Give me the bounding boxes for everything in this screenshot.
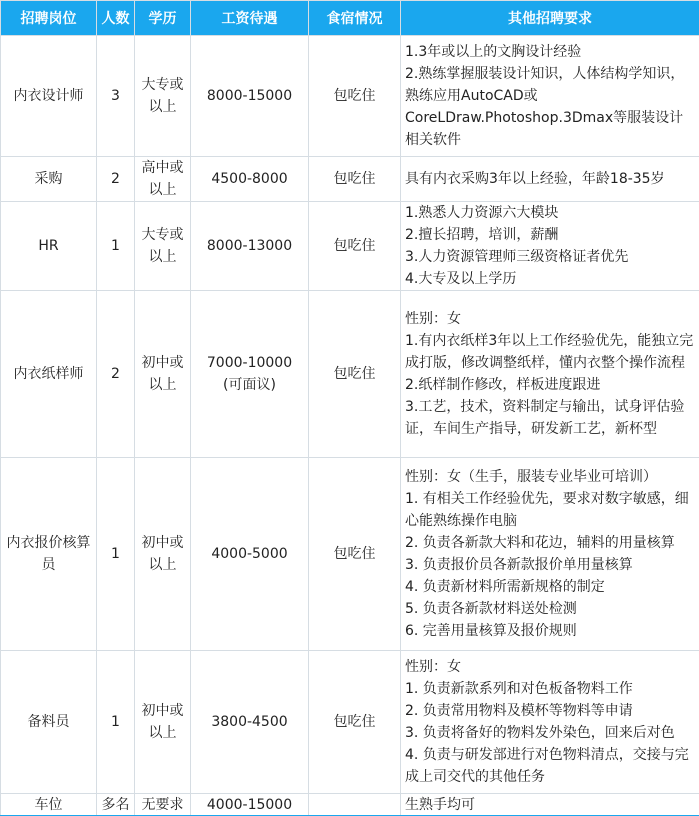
requirement-line: 1.有内衣纸样3年以上工作经验优先，能独立完成打版，修改调整纸样，懂内衣整个操作流程 [405, 333, 694, 371]
requirements-cell [401, 458, 699, 651]
boarding-cell: 包吃住 [309, 202, 401, 291]
position-cell [1, 794, 97, 816]
salary-text: 7000-10000 [206, 355, 293, 371]
requirement-line: 2.熟练掌握服装设计知识，人体结构学知识，熟练应用AutoCAD或CoreLDraw.Photoshop.3Dmax等服装设计相关软件 [405, 66, 685, 148]
count-cell: 2 [97, 157, 135, 202]
table-row [1, 36, 699, 157]
salary-cell [191, 651, 309, 794]
requirement-line: 3. 负责将备好的物料发外染色，回来后对色 [405, 725, 675, 741]
table-row [1, 651, 699, 794]
education-cell [135, 157, 191, 202]
position-text: 备料员 [27, 714, 70, 730]
education-cell [135, 36, 191, 157]
requirements-cell [401, 157, 699, 202]
position-cell [1, 291, 97, 458]
requirement-line: 2. 负责各新款大料和花边，辅料的用量核算 [405, 535, 675, 551]
count-cell: 2 [97, 291, 135, 458]
salary-text: 4500-8000 [211, 171, 288, 187]
table-row [1, 458, 699, 651]
position-text: 内衣报价核算员 [6, 535, 91, 573]
header-education: 学历 [135, 1, 191, 36]
education-text: 大专或以上 [141, 227, 184, 265]
requirement-line: 4.大专及以上学历 [405, 271, 517, 287]
boarding-cell: 包吃住 [309, 157, 401, 202]
position-text: 采购 [34, 171, 63, 187]
requirements-cell [401, 36, 699, 157]
header-position: 招聘岗位 [1, 1, 97, 36]
header-requirements: 其他招聘要求 [401, 1, 699, 36]
position-text: 内衣纸样师 [13, 366, 84, 382]
table-row [1, 291, 699, 458]
requirement-line: 2. 负责常用物料及模杯等物料等申请 [405, 703, 633, 719]
requirement-line: 1. 负责新款系列和对色板备物料工作 [405, 681, 633, 697]
header-row [1, 1, 699, 36]
requirement-line: 2.纸样制作修改，样板进度跟进 [405, 377, 601, 393]
header-boarding: 食宿情况 [309, 1, 401, 36]
education-cell [135, 458, 191, 651]
education-text: 高中或以上 [141, 160, 184, 198]
salary-cell [191, 291, 309, 458]
position-text: 车位 [34, 796, 63, 813]
boarding-cell: 包吃住 [309, 291, 401, 458]
table-row [1, 157, 699, 202]
requirement-line: 生熟手均可 [405, 796, 475, 813]
salary-text: 4000-5000 [211, 546, 288, 562]
count-cell: 3 [97, 36, 135, 157]
requirements-cell [401, 202, 699, 291]
boarding-cell: 包吃住 [309, 458, 401, 651]
requirement-line: 性别：女 [405, 311, 461, 327]
requirement-line: 1. 有相关工作经验优先，要求对数字敏感，细心能熟练操作电脑 [405, 491, 689, 529]
requirements-cell [401, 291, 699, 458]
position-cell [1, 157, 97, 202]
table-row [1, 202, 699, 291]
position-cell [1, 202, 97, 291]
requirement-line: 性别：女（生手，服装专业毕业可培训） [405, 469, 657, 485]
position-cell [1, 36, 97, 157]
header-salary: 工资待遇 [191, 1, 309, 36]
requirement-line: 6. 完善用量核算及报价规则 [405, 623, 577, 639]
position-cell [1, 458, 97, 651]
salary-cell [191, 157, 309, 202]
salary-note: (可面议) [223, 377, 276, 393]
position-text: 内衣设计师 [13, 88, 84, 104]
boarding-cell: 包吃住 [309, 36, 401, 157]
salary-text: 8000-13000 [206, 238, 293, 254]
requirement-line: 3.工艺，技术，资料制定与输出，试身评估验证，车间生产指导，研发新工艺，新杯型 [405, 399, 685, 437]
table-row [1, 794, 699, 816]
education-text: 初中或以上 [141, 703, 184, 741]
requirement-line: 1.熟悉人力资源六大模块 [405, 205, 559, 221]
requirement-line: 3. 负责报价员各新款报价单用量核算 [405, 557, 633, 573]
requirement-line: 5. 负责各新款材料送处检测 [405, 601, 577, 617]
position-cell [1, 651, 97, 794]
education-cell: 无要求 [135, 794, 191, 816]
salary-text: 8000-15000 [206, 88, 293, 104]
requirement-line: 4. 负责新材料所需新规格的制定 [405, 579, 605, 595]
requirements-cell [401, 794, 699, 816]
count-cell: 1 [97, 651, 135, 794]
requirement-line: 具有内衣采购3年以上经验，年龄18-35岁 [405, 171, 665, 187]
requirement-line: 性别：女 [405, 659, 461, 675]
education-cell [135, 651, 191, 794]
salary-cell [191, 36, 309, 157]
salary-cell [191, 202, 309, 291]
count-cell: 1 [97, 458, 135, 651]
requirements-cell [401, 651, 699, 794]
education-text: 初中或以上 [141, 355, 184, 393]
salary-text: 3800-4500 [211, 714, 288, 730]
salary-cell [191, 458, 309, 651]
count-cell: 1 [97, 202, 135, 291]
header-count: 人数 [97, 1, 135, 36]
count-cell: 多名 [97, 794, 135, 816]
education-cell [135, 291, 191, 458]
boarding-cell: 包吃住 [309, 651, 401, 794]
position-text: HR [38, 238, 59, 254]
boarding-cell [309, 794, 401, 816]
requirement-line: 3.人力资源管理师三级资格证者优先 [405, 249, 629, 265]
education-text: 大专或以上 [141, 77, 184, 115]
requirement-line: 1.3年或以上的文胸设计经验 [405, 44, 582, 60]
requirement-line: 2.擅长招聘，培训，薪酬 [405, 227, 559, 243]
education-cell [135, 202, 191, 291]
salary-cell: 4000-15000 [191, 794, 309, 816]
education-text: 初中或以上 [141, 535, 184, 573]
requirement-line: 4. 负责与研发部进行对色物料清点，交接与完成上司交代的其他任务 [405, 747, 689, 785]
